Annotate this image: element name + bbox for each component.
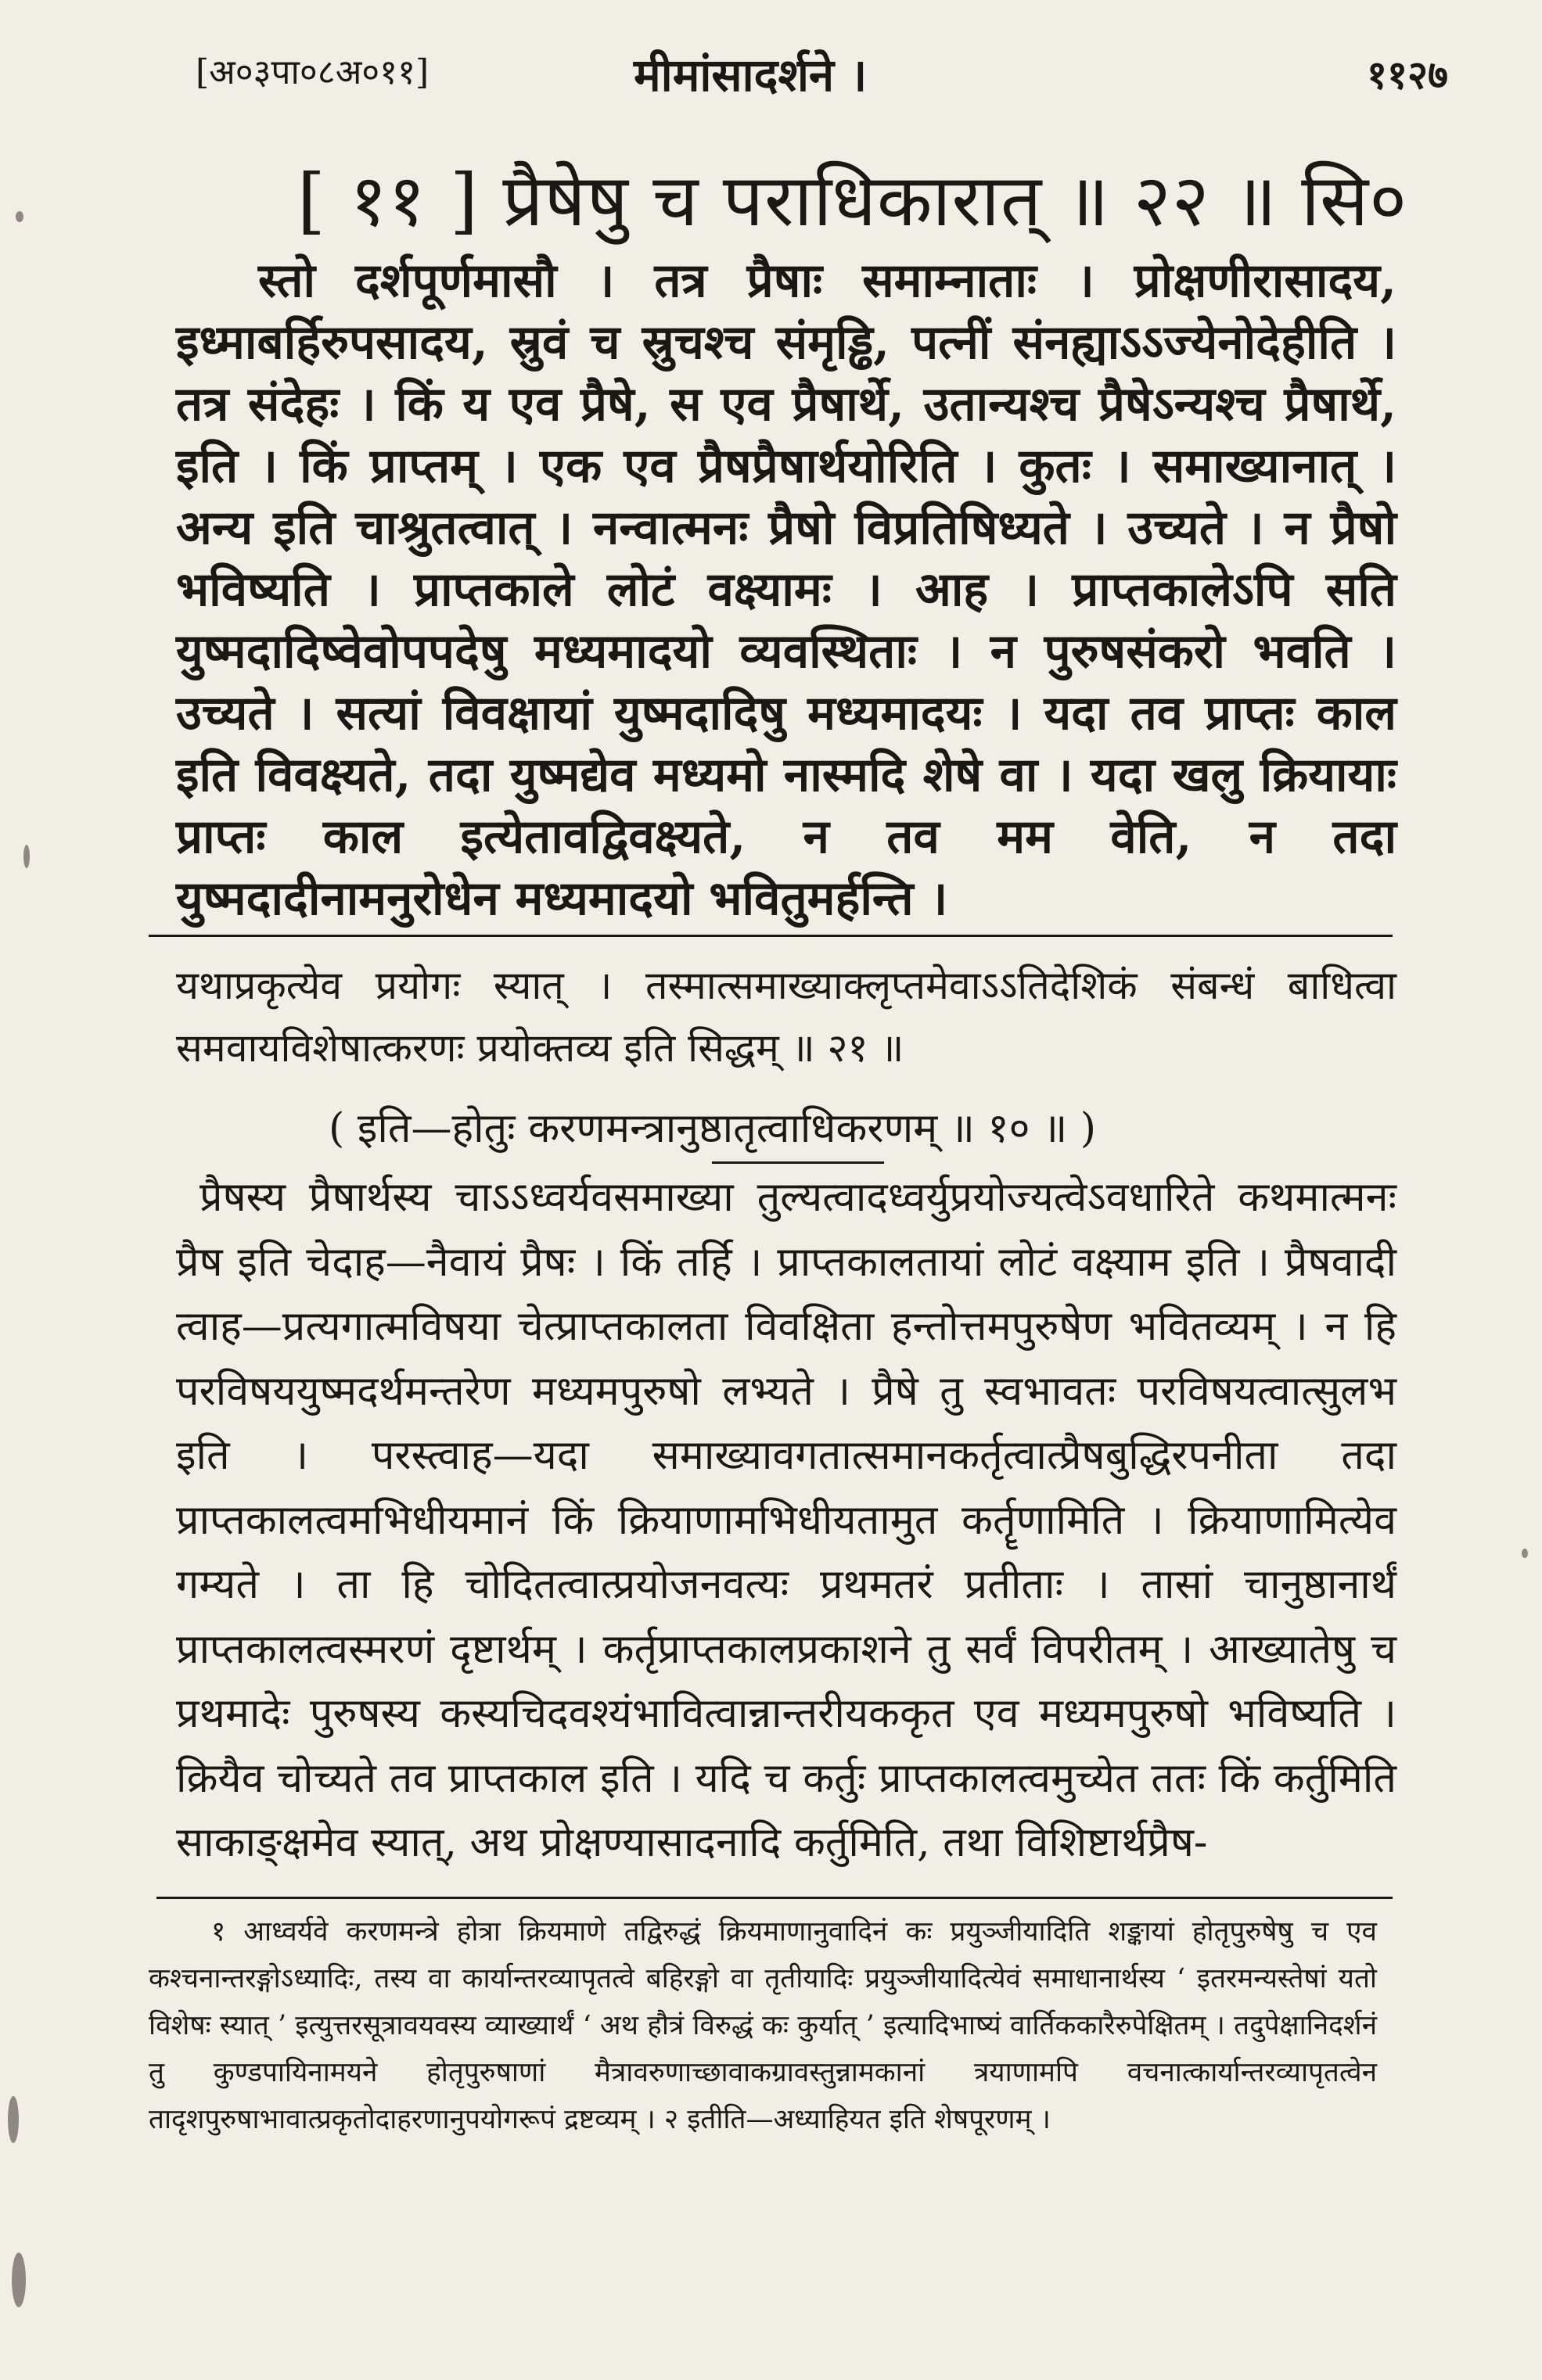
footnote-divider (156, 1897, 1393, 1899)
scan-speck (12, 2253, 26, 2307)
scan-speck (8, 2096, 19, 2143)
bhashya-text (176, 250, 1396, 930)
header-title: मीमांसादर्शने । (634, 48, 868, 102)
sutra-heading: [ ११ ] प्रैषेषु च पराधिकारात् ॥ २२ ॥ सि० (297, 159, 1408, 242)
running-header (196, 31, 1448, 102)
bhashya-paragraph: स्तो दर्शपूर्णमासौ । तत्र प्रैषाः समाम्नाताः । प्रोक्षणीरासादय, इध्माबर्हिरुपसादय, स्रुवं च स्रुचश्च संमृड्ढि, पत्नीं संनह्याऽऽज्येनोदेहीति । तत्र संदेहः । किं य एव प्रैषे, स एव प्रैषार्थे, उतान्यश्च प्रैषेऽन्यश्च प्रैषार्थे, इति । किं प्राप्तम् । एक एव प्रैषप्रैषार्थयोरिति । कुतः । समाख्यानात् । अन्य इति चाश्रुतत्वात् । नन्वात्मनः प्रैषो विप्रतिषिध्यते । उच्यते । न प्रैषो भविष्यति । प्राप्तकाले लोटं वक्ष्यामः । आह । प्राप्तकालेऽपि सति युष्मदादिष्वेवोपपदेषु मध्यमादयो व्यवस्थिताः । न पुरुषसंकरो भवति । उच्यते । सत्यां विवक्षायां युष्मदादिषु मध्यमादयः । यदा तव प्राप्तः काल इति विवक्ष्यते, तदा युष्मद्येव मध्यमो नास्मदि शेषे वा । यदा खलु क्रियायाः प्राप्तः काल इत्येतावद्विवक्ष्यते, न तव मम वेति, न तदा युष्मदादीनामनुरोधेन मध्यमादयो भवितुमर्हन्ति । (176, 253, 1396, 926)
scan-speck (1522, 1549, 1528, 1558)
adhikarana-closing: ( इति—होतुः करणमन्त्रानुष्ठातृत्वाधिकरणम् ॥ १० ॥ ) (329, 1105, 1097, 1152)
page-number: ११२७ (1367, 52, 1448, 98)
commentary-text (176, 1165, 1396, 1876)
scan-speck (23, 845, 30, 868)
commentary-continuation: यथाप्रकृत्येव प्रयोगः स्यात् । तस्मात्समाख्याक्लृप्तमेवाऽऽतिदेशिकं संबन्धं बाधित्वा समवायविशेषात्करणः प्रयोक्तव्य इति सिद्धम् ॥ २१ ॥ (176, 963, 1396, 1071)
footnote-paragraph: १ आध्वर्यवे करणमन्त्रे होत्रा क्रियमाणे तद्विरुद्धं क्रियमाणानुवादिनं कः प्रयुञ्जीयादिति शङ्कायां होतृपुरुषेषु च एव कश्चनान्तरङ्गोऽध्यादिः, तस्य वा कार्यान्तरव्यापृतत्वे बहिरङ्गो वा तृतीयादिः प्रयुञ्जीयादित्येवं समाधानार्थस्य ‘ इतरमन्यस्तेषां यतो विशेषः स्यात् ’ इत्युत्तरसूत्रावयवस्य व्याख्यार्थं ‘ अथ हौत्रं विरुद्धं कः कुर्यात् ’ इत्यादिभाष्यं वार्तिककारैरुपेक्षितम् । तदुपेक्षानिदर्शनं तु कुण्डपायिनामयने होतृपुरुषाणां मैत्रावरुणाच्छावाकग्रावस्तुन्नामकानां त्रयाणामपि वचनात्कार्यान्तरव्यापृतत्वेन तादृशपुरुषाभावात्प्रकृतोदाहरणानुपयोगरूपं द्रष्टव्यम् । २ इतीति—अध्याहियत इति शेषपूरणम् । (149, 1916, 1377, 2135)
section-divider (149, 935, 1393, 937)
header-reference: [अ०३पा०८अ०११] (196, 52, 430, 92)
commentary-paragraph: प्रैषस्य प्रैषार्थस्य चाऽऽध्वर्यवसमाख्या तुल्यत्वादध्वर्युप्रयोज्यत्वेऽवधारिते कथमात्मनः प्रैष इति चेदाह—नैवायं प्रैषः । किं तर्हि । प्राप्तकालतायां लोटं वक्ष्याम इति । प्रैषवादी त्वाह—प्रत्यगात्मविषया चेत्प्राप्तकालता विवक्षिता हन्तोत्तमपुरुषेण भवितव्यम् । न हि परविषययुष्मदर्थमन्तरेण मध्यमपुरुषो लभ्यते । प्रैषे तु स्वभावतः परविषयत्वात्सुलभ इति । परस्त्वाह—यदा समाख्यावगतात्समानकर्तृत्वात्प्रैषबुद्धिरपनीता तदा प्राप्तकालत्वमभिधीयमानं किं क्रियाणामभिधीयतामुत कर्तॄणामिति । क्रियाणामित्येव गम्यते । ता हि चोदितत्वात्प्रयोजनवत्यः प्रथमतरं प्रतीताः । तासां चानुष्ठानार्थं प्राप्तकालत्वस्मरणं दृष्टार्थम् । कर्तृप्राप्तकालप्रकाशने तु सर्वं विपरीतम् । आख्यातेषु च प्रथमादेः पुरुषस्य कस्यचिदवश्यंभावित्वान्नान्तरीयककृत एव मध्यमपुरुषो भविष्यति । क्रियैव चोच्यते तव प्राप्तकाल इति । यदि च कर्तुः प्राप्तकालत्वमुच्येत ततः किं कर्तुमिति साकाङ्क्षमेव स्यात्, अथ प्रोक्षण्यासादनादि कर्तुमिति, तथा विशिष्टार्थप्रैष- (176, 1174, 1396, 1866)
footnotes (149, 1908, 1377, 2143)
short-divider (712, 1161, 884, 1164)
scan-speck (16, 211, 23, 222)
